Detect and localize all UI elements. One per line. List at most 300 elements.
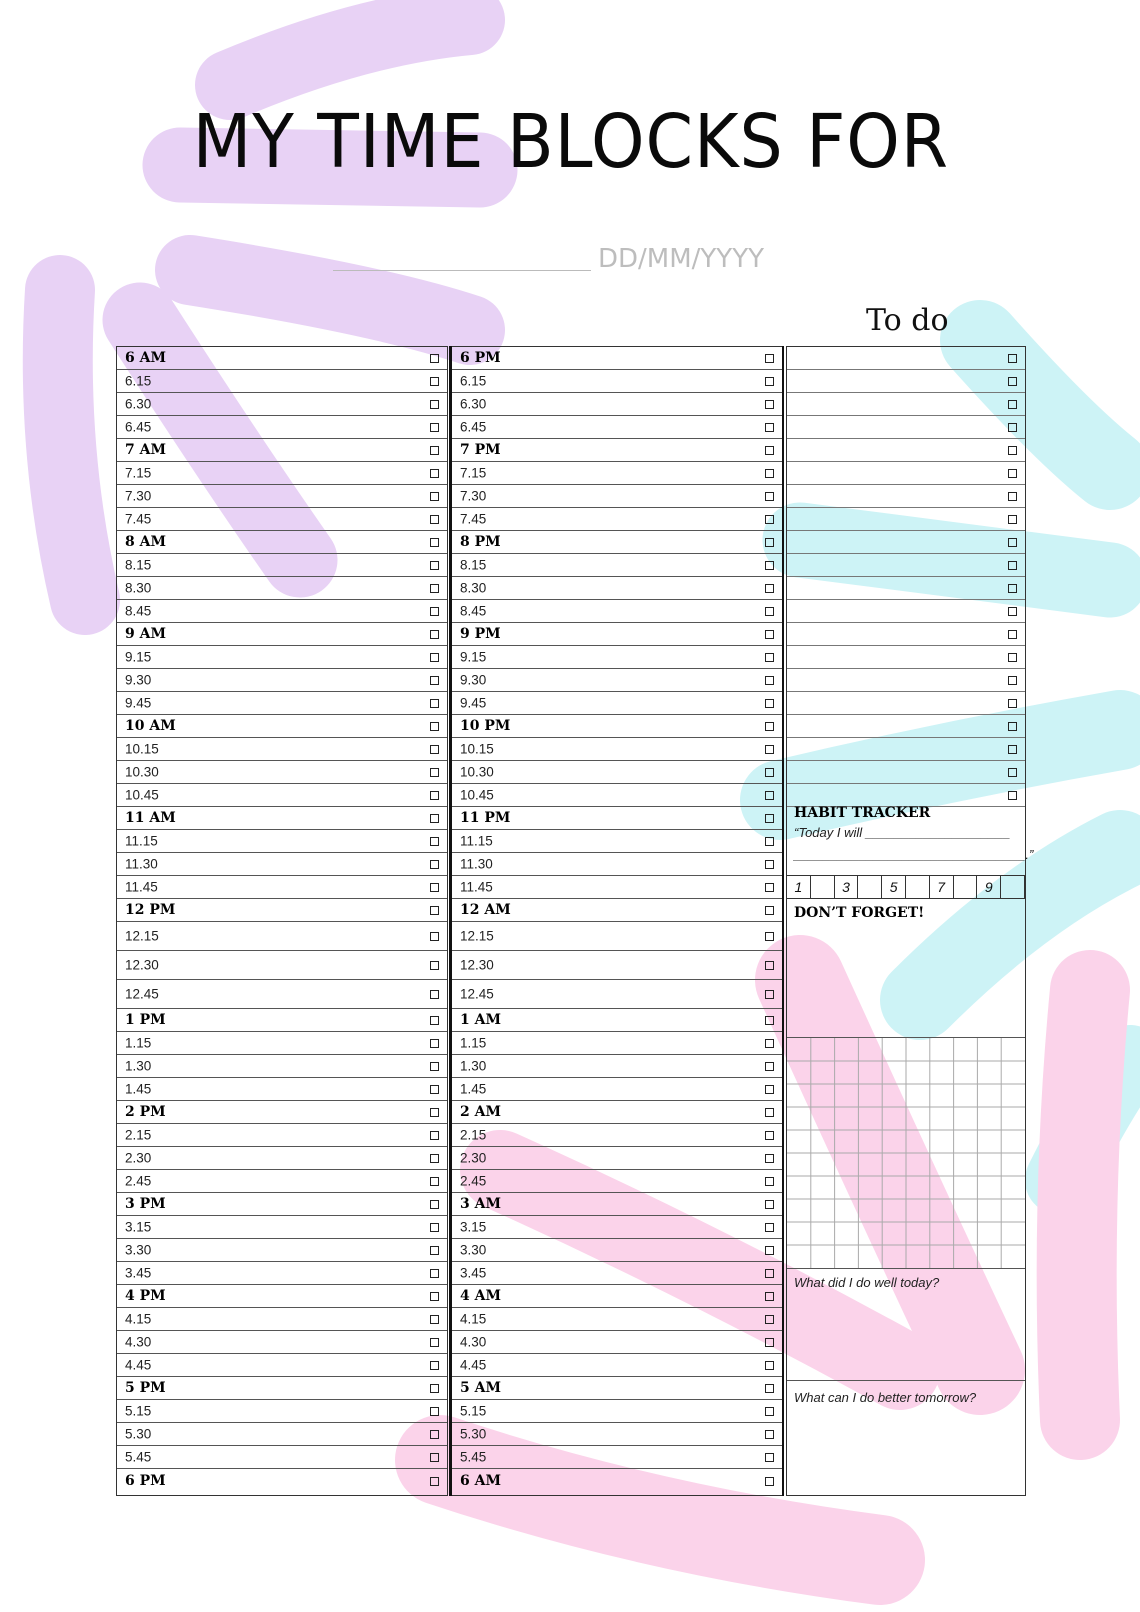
time-slot-row[interactable] [452, 439, 782, 462]
checkbox[interactable] [765, 990, 774, 999]
checkbox[interactable] [430, 561, 439, 570]
todo-row[interactable] [787, 646, 1025, 669]
time-slot-label: 4 PM [125, 1288, 166, 1304]
checkbox[interactable] [765, 1269, 774, 1278]
checkbox[interactable] [765, 469, 774, 478]
checkbox[interactable] [765, 1016, 774, 1025]
page-title: MY TIME BLOCKS FOR [192, 99, 950, 185]
checkbox[interactable] [1008, 584, 1017, 593]
checkbox[interactable] [765, 722, 774, 731]
checkbox[interactable] [1008, 699, 1017, 708]
checkbox[interactable] [430, 1338, 439, 1347]
time-slot-row[interactable] [117, 600, 447, 623]
notes-grid[interactable] [787, 1037, 1025, 1269]
time-slot-label: 4.30 [125, 1334, 152, 1350]
time-slot-label: 10.45 [125, 787, 159, 803]
time-slot-row[interactable] [452, 876, 782, 899]
time-slot-row[interactable] [117, 1423, 447, 1446]
checkbox[interactable] [1008, 423, 1017, 432]
checkbox[interactable] [765, 584, 774, 593]
checkbox[interactable] [430, 377, 439, 386]
time-slot-row[interactable] [452, 1216, 782, 1239]
time-slot-row[interactable] [452, 669, 782, 692]
time-slot-row[interactable] [452, 853, 782, 876]
checkbox[interactable] [765, 1407, 774, 1416]
checkbox[interactable] [430, 1430, 439, 1439]
checkbox[interactable] [430, 1453, 439, 1462]
checkbox[interactable] [430, 630, 439, 639]
time-slot-label: 7 AM [125, 442, 166, 458]
time-slot-row[interactable] [117, 1285, 447, 1308]
time-slot-row[interactable] [117, 416, 447, 439]
time-slot-row[interactable] [452, 1078, 782, 1101]
todo-row[interactable] [787, 669, 1025, 692]
time-slot-row[interactable] [452, 1469, 782, 1492]
time-slot-label: 1.30 [460, 1058, 487, 1074]
time-slot-row[interactable] [117, 1262, 447, 1285]
time-slot-row[interactable] [452, 1446, 782, 1469]
time-slot-label: 6 PM [125, 1472, 166, 1489]
checkbox[interactable] [765, 814, 774, 823]
checkbox[interactable] [765, 699, 774, 708]
time-slot-label: 12.45 [125, 986, 159, 1002]
time-slot-label: 10.45 [460, 787, 494, 803]
time-slot-row[interactable] [452, 1377, 782, 1400]
time-slot-row[interactable] [452, 623, 782, 646]
checkbox[interactable] [765, 1246, 774, 1255]
checkbox[interactable] [1008, 653, 1017, 662]
habit-tracker-title: HABIT TRACKER [794, 805, 931, 821]
time-slot-row[interactable] [452, 1331, 782, 1354]
time-slot-label: 9.30 [125, 672, 152, 688]
checkbox[interactable] [765, 1223, 774, 1232]
checkbox[interactable] [765, 1338, 774, 1347]
checkbox[interactable] [430, 1384, 439, 1393]
time-slot-row[interactable] [117, 853, 447, 876]
checkbox[interactable] [430, 860, 439, 869]
checkbox[interactable] [430, 400, 439, 409]
checkbox[interactable] [765, 515, 774, 524]
checkbox[interactable] [1008, 469, 1017, 478]
time-slot-row[interactable] [117, 577, 447, 600]
time-slot-row[interactable] [117, 370, 447, 393]
time-slot-row[interactable] [452, 485, 782, 508]
checkbox[interactable] [1008, 377, 1017, 386]
time-slot-row[interactable] [452, 393, 782, 416]
column-divider [449, 346, 452, 1496]
time-slot-row[interactable] [117, 1446, 447, 1469]
habit-day-cell[interactable]: 3 [835, 876, 859, 898]
time-slot-row[interactable] [452, 1285, 782, 1308]
checkbox[interactable] [765, 1361, 774, 1370]
time-slot-row[interactable] [452, 462, 782, 485]
time-slot-row[interactable] [117, 485, 447, 508]
time-slot-row[interactable] [117, 1055, 447, 1078]
time-slot-row[interactable] [117, 554, 447, 577]
time-slot-row[interactable] [117, 761, 447, 784]
question-well-today: What did I do well today? [794, 1275, 940, 1290]
time-slot-row[interactable] [452, 951, 782, 980]
checkbox[interactable] [1008, 446, 1017, 455]
time-slot-label: 10.15 [125, 741, 159, 757]
checkbox[interactable] [430, 607, 439, 616]
habit-day-cell[interactable] [906, 876, 930, 898]
habit-day-cell[interactable]: 7 [930, 876, 954, 898]
checkbox[interactable] [765, 961, 774, 970]
time-slot-label: 8.45 [125, 603, 152, 619]
time-slot-row[interactable] [452, 1308, 782, 1331]
time-slot-row[interactable] [452, 761, 782, 784]
time-slot-row[interactable] [117, 1239, 447, 1262]
todo-row[interactable] [787, 462, 1025, 485]
checkbox[interactable] [765, 607, 774, 616]
habit-day-cell[interactable]: 1 [787, 876, 811, 898]
time-slot-label: 3.15 [125, 1219, 152, 1235]
time-slot-row[interactable] [117, 393, 447, 416]
time-slot-row[interactable] [117, 646, 447, 669]
checkbox[interactable] [765, 883, 774, 892]
time-slot-row[interactable] [117, 899, 447, 922]
date-line[interactable] [333, 270, 591, 271]
time-slot-label: 4.45 [125, 1357, 152, 1373]
checkbox[interactable] [1008, 791, 1017, 800]
time-slot-row[interactable] [452, 738, 782, 761]
time-slot-label: 1.45 [125, 1081, 152, 1097]
checkbox[interactable] [430, 1085, 439, 1094]
checkbox[interactable] [430, 1062, 439, 1071]
time-slot-row[interactable] [452, 1239, 782, 1262]
time-slot-label: 10 PM [460, 718, 511, 734]
checkbox[interactable] [430, 722, 439, 731]
time-slot-label: 2.15 [125, 1127, 152, 1143]
checkbox[interactable] [430, 1269, 439, 1278]
checkbox[interactable] [765, 1131, 774, 1140]
time-slot-row[interactable] [452, 531, 782, 554]
checkbox[interactable] [765, 791, 774, 800]
time-slot-row[interactable] [452, 922, 782, 951]
time-slot-row[interactable] [117, 830, 447, 853]
time-slot-label: 11 PM [460, 810, 511, 826]
time-slot-row[interactable] [117, 1400, 447, 1423]
todo-row[interactable] [787, 715, 1025, 738]
date-format-placeholder: DD/MM/YYYY [598, 244, 764, 274]
time-slot-label: 4.45 [460, 1357, 487, 1373]
habit-tracker-line-2[interactable]: ________________________________.” [794, 847, 1034, 862]
time-slot-row[interactable] [117, 508, 447, 531]
checkbox[interactable] [765, 561, 774, 570]
time-slot-row[interactable] [117, 1101, 447, 1124]
time-slot-row[interactable] [452, 784, 782, 807]
todo-row[interactable] [787, 600, 1025, 623]
time-slot-row[interactable] [117, 1124, 447, 1147]
time-slot-row[interactable] [452, 830, 782, 853]
column-divider [782, 346, 784, 1496]
time-slot-label: 6.45 [125, 419, 152, 435]
checkbox[interactable] [765, 653, 774, 662]
checkbox[interactable] [430, 932, 439, 941]
checkbox[interactable] [765, 1062, 774, 1071]
checkbox[interactable] [430, 791, 439, 800]
time-slot-row[interactable] [117, 1032, 447, 1055]
time-slot-row[interactable] [452, 692, 782, 715]
checkbox[interactable] [765, 423, 774, 432]
checkbox[interactable] [765, 400, 774, 409]
time-slot-label: 9.45 [125, 695, 152, 711]
time-slot-label: 9.15 [460, 649, 487, 665]
time-slot-row[interactable] [117, 951, 447, 980]
checkbox[interactable] [430, 653, 439, 662]
todo-row[interactable] [787, 508, 1025, 531]
checkbox[interactable] [430, 814, 439, 823]
todo-row[interactable] [787, 439, 1025, 462]
checkbox[interactable] [1008, 354, 1017, 363]
todo-row[interactable] [787, 347, 1025, 370]
checkbox[interactable] [1008, 722, 1017, 731]
time-slot-row[interactable] [452, 1193, 782, 1216]
time-slot-row[interactable] [117, 1009, 447, 1032]
todo-row[interactable] [787, 761, 1025, 784]
time-slot-label: 5.15 [460, 1403, 487, 1419]
time-slot-row[interactable] [452, 1354, 782, 1377]
checkbox[interactable] [430, 1315, 439, 1324]
time-slot-label: 11.45 [125, 879, 158, 895]
checkbox[interactable] [1008, 630, 1017, 639]
checkbox[interactable] [430, 1131, 439, 1140]
time-column-day [116, 346, 448, 1496]
checkbox[interactable] [765, 1315, 774, 1324]
time-slot-row[interactable] [117, 784, 447, 807]
time-slot-row[interactable] [452, 1423, 782, 1446]
checkbox[interactable] [430, 990, 439, 999]
time-slot-row[interactable] [452, 1101, 782, 1124]
time-slot-label: 10.30 [125, 764, 159, 780]
time-slot-row[interactable] [117, 669, 447, 692]
time-slot-row[interactable] [117, 462, 447, 485]
checkbox[interactable] [765, 446, 774, 455]
time-slot-row[interactable] [117, 1147, 447, 1170]
checkbox[interactable] [430, 515, 439, 524]
time-slot-label: 1.30 [125, 1058, 152, 1074]
checkbox[interactable] [765, 492, 774, 501]
time-slot-row[interactable] [117, 692, 447, 715]
checkbox[interactable] [1008, 400, 1017, 409]
time-slot-row[interactable] [117, 531, 447, 554]
habit-tracker-line-1[interactable]: “Today I will ____________________ [794, 825, 1011, 840]
checkbox[interactable] [765, 1430, 774, 1439]
time-slot-row[interactable] [117, 1308, 447, 1331]
time-slot-row[interactable] [117, 807, 447, 830]
time-slot-label: 8.30 [460, 580, 487, 596]
checkbox[interactable] [430, 354, 439, 363]
checkbox[interactable] [430, 492, 439, 501]
time-column-night [451, 346, 783, 1496]
checkbox[interactable] [430, 1154, 439, 1163]
checkbox[interactable] [430, 1016, 439, 1025]
checkbox[interactable] [1008, 492, 1017, 501]
time-slot-row[interactable] [452, 1055, 782, 1078]
time-slot-label: 3.30 [460, 1242, 487, 1258]
time-slot-label: 8.15 [125, 557, 152, 573]
time-slot-row[interactable] [117, 876, 447, 899]
time-slot-row[interactable] [117, 623, 447, 646]
habit-day-cell[interactable] [954, 876, 978, 898]
checkbox[interactable] [765, 1384, 774, 1393]
time-slot-label: 5.30 [125, 1426, 152, 1442]
checkbox[interactable] [1008, 676, 1017, 685]
time-slot-row[interactable] [117, 1331, 447, 1354]
habit-day-cell[interactable] [811, 876, 835, 898]
time-slot-row[interactable] [452, 899, 782, 922]
todo-row[interactable] [787, 531, 1025, 554]
time-slot-row[interactable] [452, 646, 782, 669]
time-slot-row[interactable] [452, 508, 782, 531]
time-slot-row[interactable] [452, 1170, 782, 1193]
todo-row[interactable] [787, 784, 1025, 807]
checkbox[interactable] [430, 883, 439, 892]
todo-row[interactable] [787, 554, 1025, 577]
time-slot-label: 7.30 [460, 488, 487, 504]
time-slot-row[interactable] [117, 1193, 447, 1216]
checkbox[interactable] [430, 1223, 439, 1232]
checkbox[interactable] [765, 860, 774, 869]
time-slot-row[interactable] [452, 577, 782, 600]
todo-row[interactable] [787, 416, 1025, 439]
time-slot-row[interactable] [117, 347, 447, 370]
checkbox[interactable] [430, 1039, 439, 1048]
habit-day-cell[interactable] [1001, 876, 1025, 898]
checkbox[interactable] [765, 745, 774, 754]
todo-row[interactable] [787, 692, 1025, 715]
checkbox[interactable] [430, 1177, 439, 1186]
time-slot-row[interactable] [452, 600, 782, 623]
time-slot-row[interactable] [117, 715, 447, 738]
todo-row[interactable] [787, 485, 1025, 508]
time-slot-row[interactable] [117, 1469, 447, 1492]
checkbox[interactable] [430, 961, 439, 970]
checkbox[interactable] [430, 1108, 439, 1117]
time-slot-row[interactable] [117, 922, 447, 951]
time-slot-row[interactable] [117, 439, 447, 462]
checkbox[interactable] [430, 1361, 439, 1370]
checkbox[interactable] [765, 768, 774, 777]
checkbox[interactable] [1008, 515, 1017, 524]
time-slot-label: 4 AM [460, 1288, 501, 1304]
time-slot-label: 1 AM [460, 1012, 501, 1028]
checkbox[interactable] [430, 584, 439, 593]
time-slot-label: 3.15 [460, 1219, 487, 1235]
checkbox[interactable] [765, 1200, 774, 1209]
checkbox[interactable] [765, 676, 774, 685]
time-slot-row[interactable] [452, 1124, 782, 1147]
checkbox[interactable] [765, 354, 774, 363]
checkbox[interactable] [1008, 768, 1017, 777]
time-slot-row[interactable] [117, 1170, 447, 1193]
time-slot-row[interactable] [452, 370, 782, 393]
time-slot-row[interactable] [452, 1400, 782, 1423]
time-slot-label: 8.30 [125, 580, 152, 596]
checkbox[interactable] [430, 1477, 439, 1486]
checkbox[interactable] [430, 1200, 439, 1209]
checkbox[interactable] [430, 676, 439, 685]
checkbox[interactable] [430, 538, 439, 547]
checkbox[interactable] [765, 837, 774, 846]
time-slot-row[interactable] [452, 807, 782, 830]
checkbox[interactable] [430, 446, 439, 455]
time-slot-row[interactable] [452, 416, 782, 439]
checkbox[interactable] [765, 906, 774, 915]
checkbox[interactable] [430, 1246, 439, 1255]
checkbox[interactable] [430, 699, 439, 708]
time-slot-label: 7.15 [460, 465, 487, 481]
time-slot-label: 5.30 [460, 1426, 487, 1442]
checkbox[interactable] [1008, 745, 1017, 754]
time-slot-row[interactable] [452, 1262, 782, 1285]
checkbox[interactable] [430, 768, 439, 777]
time-slot-label: 2 AM [460, 1104, 501, 1120]
time-slot-label: 2.45 [460, 1173, 487, 1189]
time-slot-row[interactable] [452, 554, 782, 577]
checkbox[interactable] [765, 538, 774, 547]
checkbox[interactable] [765, 932, 774, 941]
time-slot-label: 12 PM [125, 902, 176, 918]
todo-row[interactable] [787, 577, 1025, 600]
checkbox[interactable] [1008, 561, 1017, 570]
time-slot-row[interactable] [452, 1147, 782, 1170]
time-slot-row[interactable] [117, 1216, 447, 1239]
time-slot-label: 11.30 [460, 856, 493, 872]
time-slot-row[interactable] [117, 1377, 447, 1400]
checkbox[interactable] [765, 1108, 774, 1117]
time-slot-row[interactable] [117, 738, 447, 761]
checkbox[interactable] [765, 1453, 774, 1462]
todo-row[interactable] [787, 393, 1025, 416]
checkbox[interactable] [765, 1292, 774, 1301]
checkbox[interactable] [430, 1292, 439, 1301]
time-slot-label: 1 PM [125, 1012, 166, 1028]
checkbox[interactable] [430, 745, 439, 754]
habit-day-cell[interactable]: 9 [977, 876, 1001, 898]
checkbox[interactable] [430, 469, 439, 478]
time-slot-row[interactable] [452, 1009, 782, 1032]
checkbox[interactable] [765, 1085, 774, 1094]
time-slot-label: 2 PM [125, 1104, 166, 1120]
checkbox[interactable] [430, 837, 439, 846]
checkbox[interactable] [1008, 538, 1017, 547]
checkbox[interactable] [765, 1477, 774, 1486]
todo-row[interactable] [787, 370, 1025, 393]
time-slot-row[interactable] [452, 347, 782, 370]
todo-row[interactable] [787, 738, 1025, 761]
checkbox[interactable] [765, 1177, 774, 1186]
checkbox[interactable] [430, 423, 439, 432]
checkbox[interactable] [430, 906, 439, 915]
time-slot-row[interactable] [117, 1078, 447, 1101]
checkbox[interactable] [765, 377, 774, 386]
time-slot-row[interactable] [117, 1354, 447, 1377]
time-slot-row[interactable] [452, 980, 782, 1009]
checkbox[interactable] [430, 1407, 439, 1416]
time-slot-row[interactable] [452, 715, 782, 738]
checkbox[interactable] [765, 1154, 774, 1163]
todo-row[interactable] [787, 623, 1025, 646]
time-slot-row[interactable] [117, 980, 447, 1009]
habit-day-cell[interactable] [858, 876, 882, 898]
time-slot-row[interactable] [452, 1032, 782, 1055]
checkbox[interactable] [765, 630, 774, 639]
habit-day-cell[interactable]: 5 [882, 876, 906, 898]
checkbox[interactable] [1008, 607, 1017, 616]
checkbox[interactable] [765, 1039, 774, 1048]
